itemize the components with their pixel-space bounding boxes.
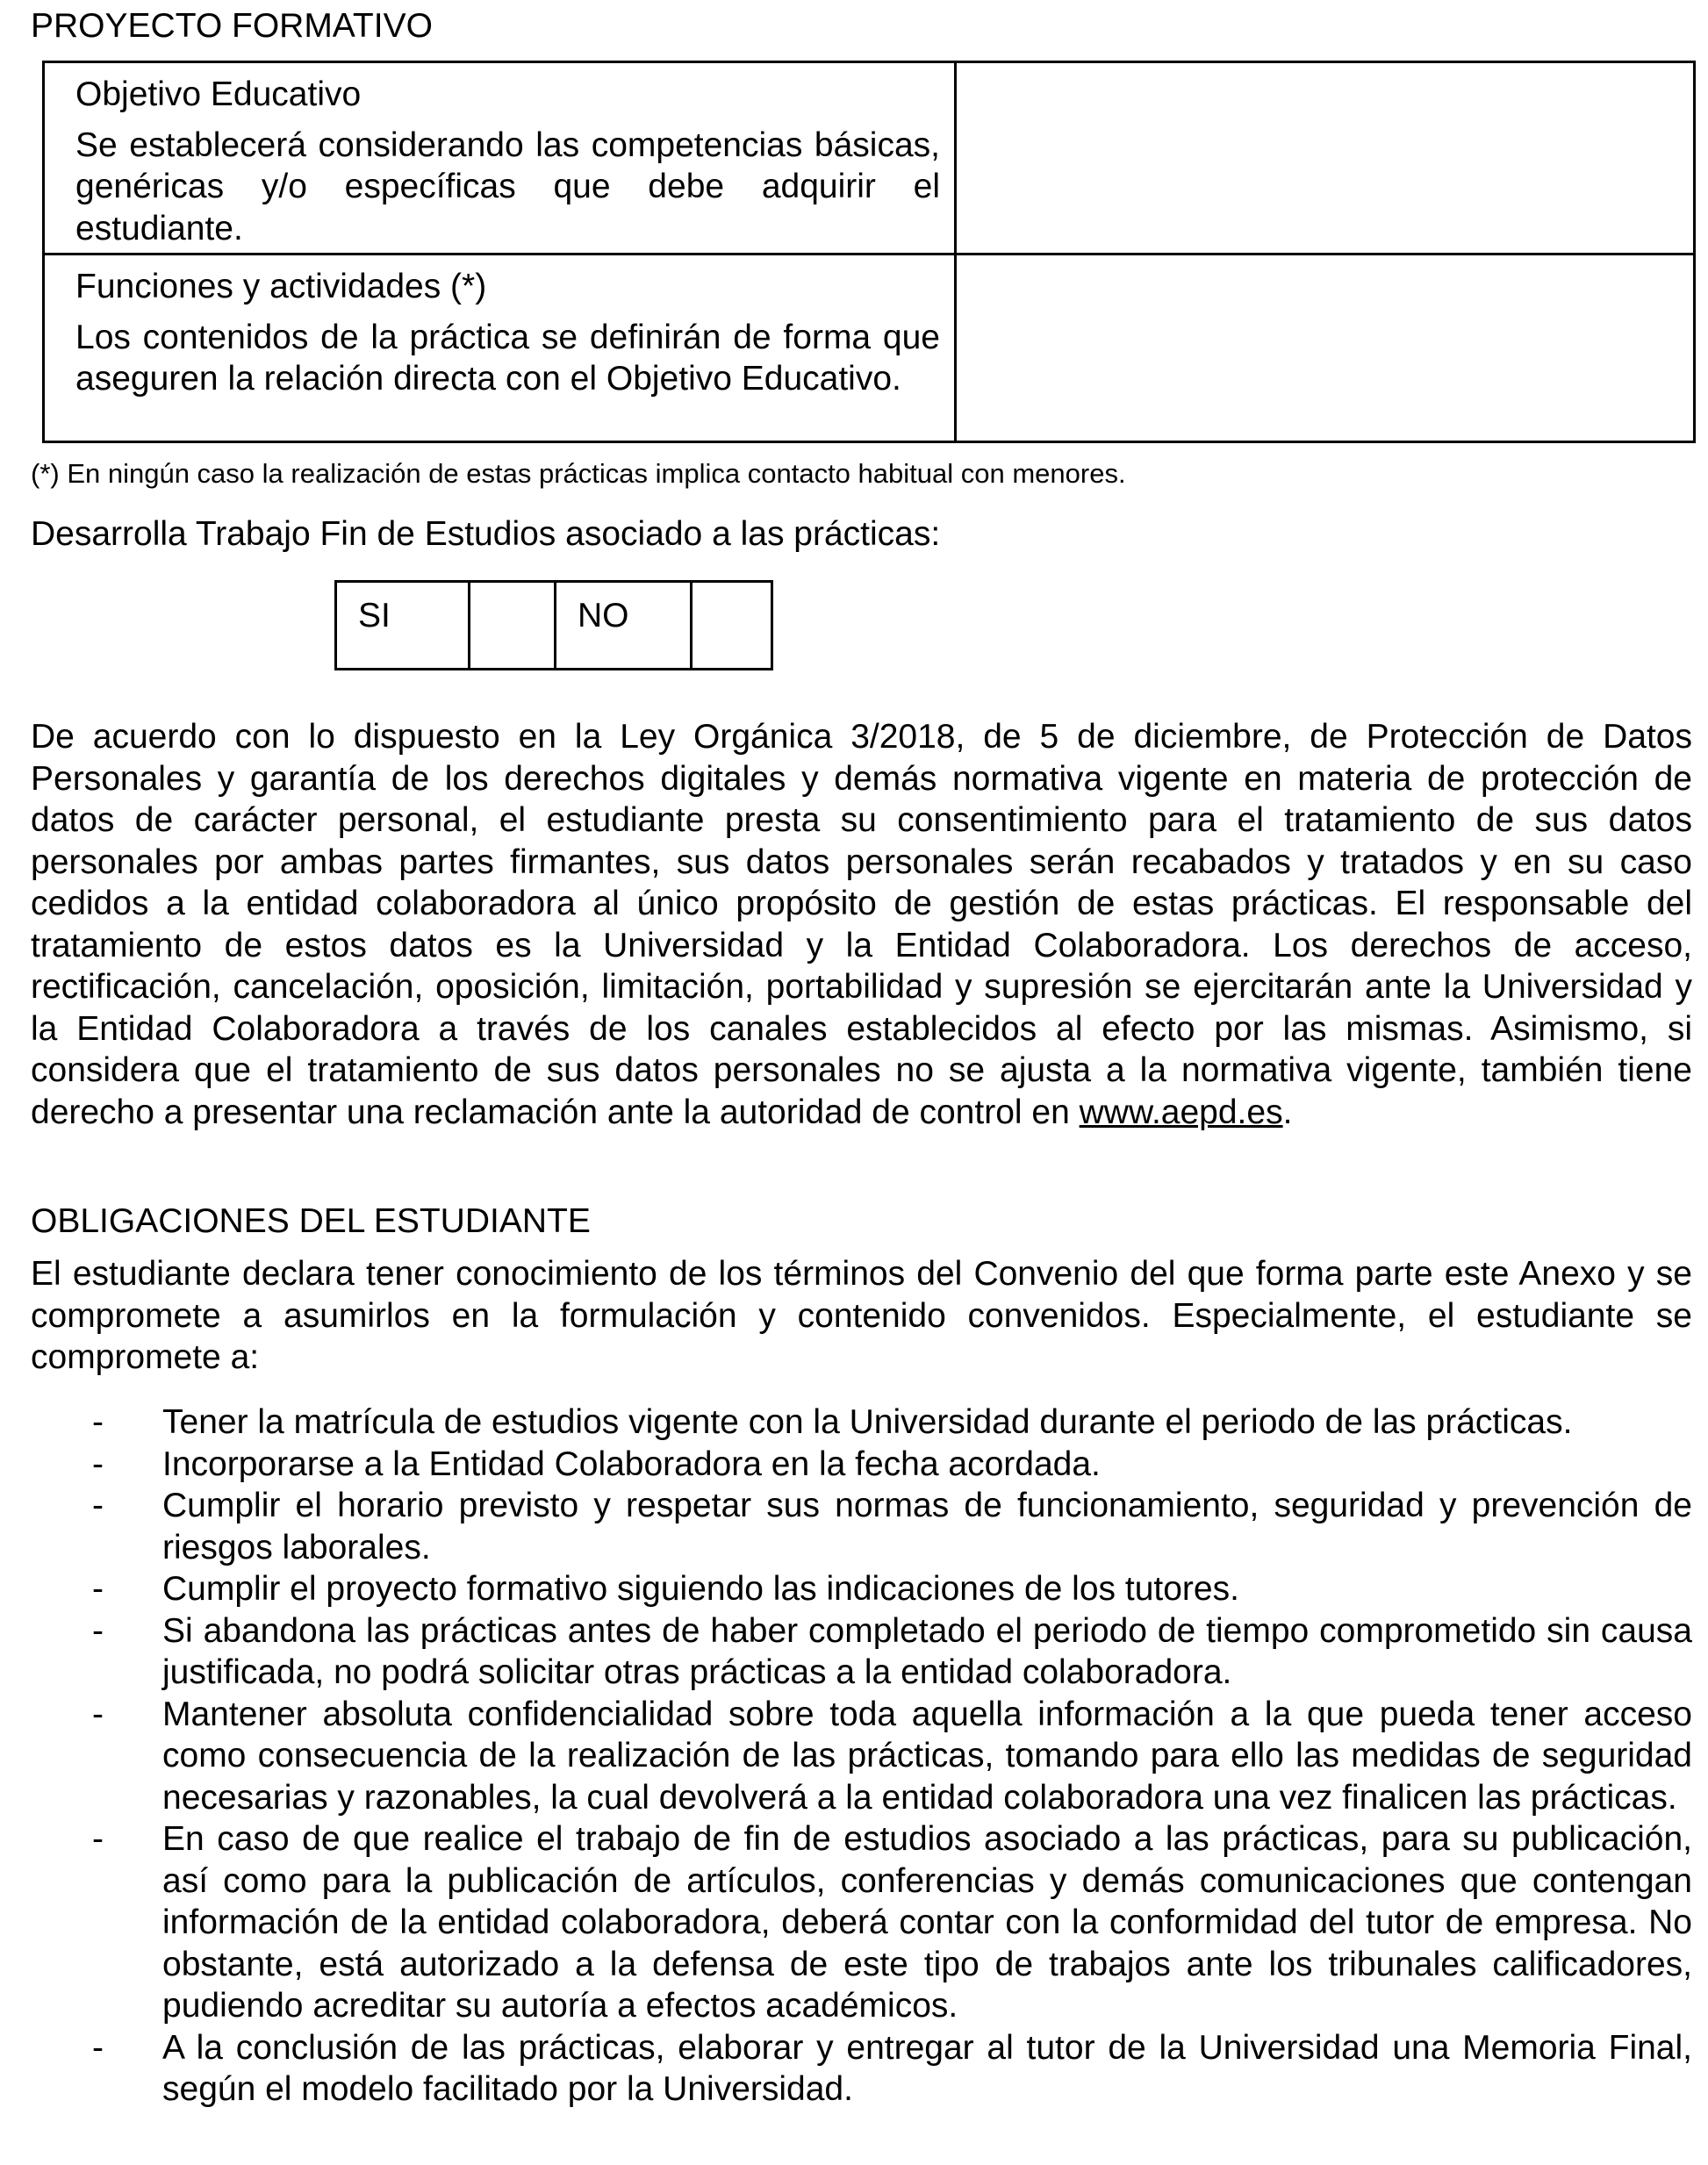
obligations-title: OBLIGACIONES DEL ESTUDIANTE [31,1202,591,1240]
tfe-choice-table [334,580,773,670]
obligation-item [31,1444,1692,1486]
proyecto-formativo-table [42,61,1696,443]
obligation-text: Cumplir el horario previsto y respetar sus normas de funcionamiento, seguridad y prevención de riesgos laborales. [162,1487,1692,1566]
objetivo-educativo-heading: Objetivo Educativo [75,75,362,113]
choice-no-box[interactable] [693,583,771,668]
choice-yes-label: SI [337,583,470,668]
obligation-text: En caso de que realice el trabajo de fin de estudios asociado a las prácticas, para su publicación, así como para la publicación de artículos, conferencias y demás comunicaciones que contengan información de la entidad colaboradora, deberá contar con la conformidad del tutor de empresa. No obstante, está autorizado a la defensa de este tipo de trabajos ante los tribunales calificadores, pudiendo acreditar su autoría a efectos académicos. [162,1820,1692,2025]
obligation-item [31,1485,1692,1568]
bullet-dash: - [92,1695,104,1733]
bullet-dash: - [92,1611,104,1650]
obligation-item [31,1568,1692,1610]
choice-no-label: NO [556,583,693,668]
obligation-text: Cumplir el proyecto formativo siguiendo las indicaciones de los tutores. [162,1570,1239,1608]
bullet-dash: - [92,1487,104,1524]
obligation-item [31,1818,1692,2027]
obligation-text: A la conclusión de las prácticas, elaborar y entregar al tutor de la Universidad una Memoria Final, según el modelo facilitado por la Universidad. [162,2028,1692,2108]
bullet-dash: - [92,1445,104,1483]
choice-yes-box[interactable] [470,583,556,668]
obligations-intro: El estudiante declara tener conocimiento de los términos del Convenio del que forma parte este Anexo y se compromete a asumirlos en la formulación y contenido convenidos. Especialmente, el estudiante se compromete a: [31,1255,1692,1376]
obligation-item [31,1402,1692,1444]
obligation-text: Mantener absoluta confidencialidad sobre toda aquella información a la que pueda tener acceso como consecuencia de la realización de las prácticas, tomando para ello las medidas de seguridad necesarias y razonables, la cual devolverá a la entidad colaboradora una vez finalicen las prácticas. [162,1695,1692,1817]
funciones-actividades-cell [75,266,940,400]
footnote: (*) En ningún caso la realización de estas prácticas implica contacto habitual con menores. [31,458,1126,489]
obligation-item [31,1694,1692,1819]
bullet-dash: - [92,1403,104,1441]
obligation-item [31,2027,1692,2111]
aepd-link[interactable]: www.aepd.es [1079,1093,1283,1131]
objetivo-educativo-value[interactable] [957,63,1696,253]
funciones-actividades-heading: Funciones y actividades (*) [75,268,487,305]
objetivo-educativo-text: Se establecerá considerando las competencias básicas, genéricas y/o específicas que debe adquirir el estudiante. [75,125,940,247]
section-title: PROYECTO FORMATIVO [31,7,433,45]
obligation-item [31,1610,1692,1694]
privacy-text: De acuerdo con lo dispuesto en la Ley Orgánica 3/2018, de 5 de diciembre, de Protección de Datos Personales y garantía de los derechos digitales y demás normativa vigente en materia de protección de datos de carácter personal, el estudiante presta su consentimiento para el tratamiento de sus datos personales por ambas partes firmantes, sus datos personales serán recabados y tratados y en su caso cedidos a la entidad colaboradora al único propósito de gestión de estas prácticas. El responsable del tratamiento de estos datos es la Universidad y la Entidad Colaboradora. Los derechos de acceso, rectificación, cancelación, oposición, limitación, portabilidad y supresión se ejercitarán ante la Universidad y la Entidad Colaboradora a través de los canales establecidos al efecto por las mismas. Asimismo, si considera que el tratamiento de sus datos personales no se ajusta a la normativa vigente, también tiene derecho a presentar una reclamación ante la autoridad de control en [31,718,1692,1131]
tfe-question: Desarrolla Trabajo Fin de Estudios asociado a las prácticas: [31,515,941,553]
obligation-text: Incorporarse a la Entidad Colaboradora en la fecha acordada. [162,1445,1101,1483]
funciones-actividades-text: Los contenidos de la práctica se definirán de forma que aseguren la relación directa con el Objetivo Educativo. [75,318,940,398]
obligations-list [31,1402,1692,2111]
objetivo-educativo-cell [75,74,940,249]
bullet-dash: - [92,2028,104,2067]
funciones-actividades-value[interactable] [957,255,1696,441]
bullet-dash: - [92,1570,104,1608]
bullet-dash: - [92,1820,104,1858]
privacy-end: . [1282,1093,1293,1131]
privacy-paragraph [31,716,1692,1133]
obligation-text: Si abandona las prácticas antes de haber completado el periodo de tiempo comprometido sin causa justificada, no podrá solicitar otras prácticas a la entidad colaboradora. [162,1611,1692,1691]
obligation-text: Tener la matrícula de estudios vigente con la Universidad durante el periodo de las prácticas. [162,1403,1573,1441]
